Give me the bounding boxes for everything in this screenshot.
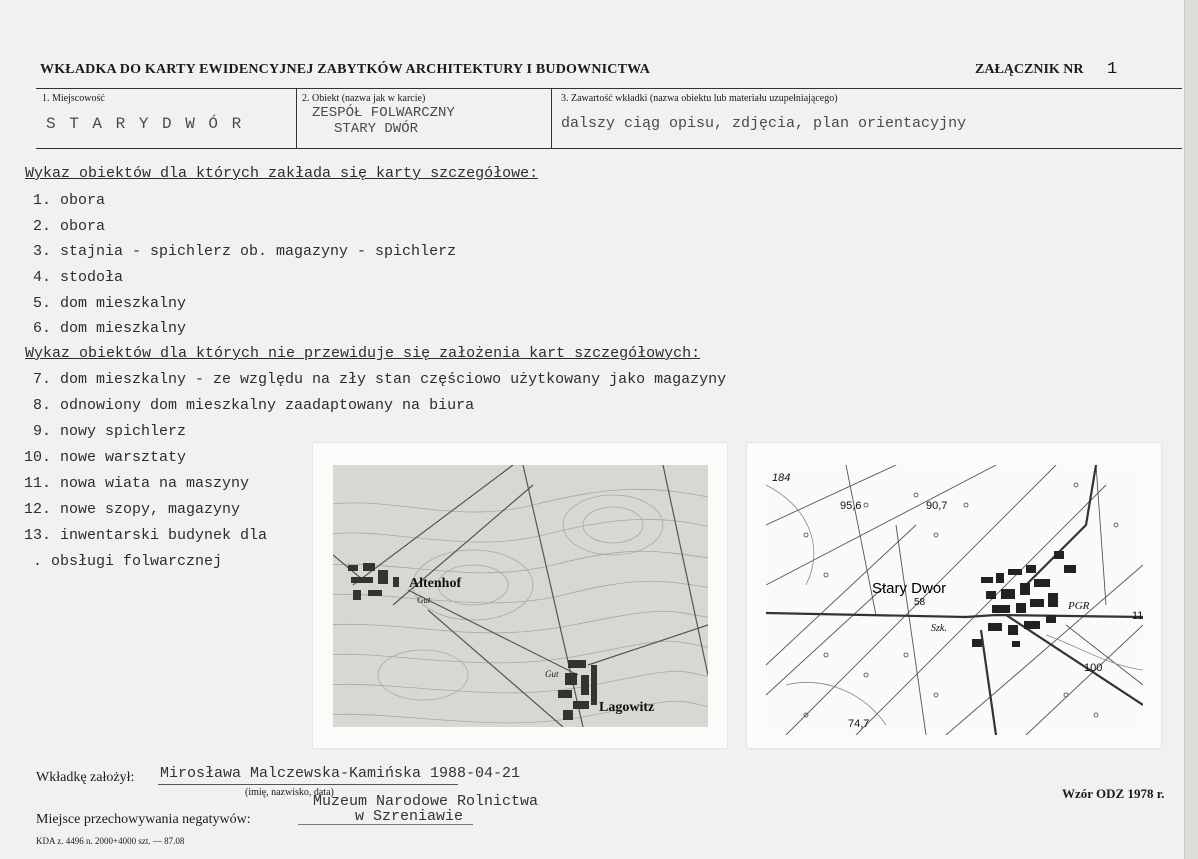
- founded-label: Wkładkę założył:: [36, 770, 135, 785]
- map-label-lagowitz: Lagowitz: [599, 700, 655, 715]
- list-item: 12. nowe szopy, magazyny: [24, 501, 241, 518]
- place-value: S T A R Y D W Ó R: [46, 115, 244, 133]
- list-item: 8. odnowiony dom mieszkalny zaadaptowany na biura: [33, 397, 475, 414]
- not-detailed-list-heading: Wykaz obiektów dla których nie przewiduje się założenia kart szczegółowych:: [25, 345, 701, 362]
- negatives-value-line2: w Szreniawie: [355, 808, 464, 825]
- map-label-stary-dwor: Stary Dwor: [872, 580, 947, 597]
- map-label-gut-1: Gut: [417, 595, 431, 605]
- list-item: 7. dom mieszkalny - ze względu na zły stan częściowo użytkowany jako magazyny: [33, 371, 727, 388]
- detailed-list-heading: Wykaz obiektów dla których zakłada się karty szczegółowe:: [25, 165, 539, 182]
- list-item: 10. nowe warsztaty: [24, 449, 187, 466]
- map-label-pgr: PGR: [1068, 600, 1090, 612]
- content-label: 3. Zawartość wkładki (nazwa obiektu lub materiału uzupełniającego): [561, 93, 838, 104]
- negatives-value-line1: Muzeum Narodowe Rolnictwa: [313, 793, 539, 810]
- map-label-100: 100: [1084, 662, 1103, 674]
- object-label: 2. Obiekt (nazwa jak w karcie): [302, 93, 426, 104]
- founded-value: Mirosława Malczewska-Kamińska 1988-04-21: [160, 765, 521, 782]
- map-label-907: 90,7: [926, 500, 948, 512]
- object-value-line2: STARY DWÓR: [334, 121, 419, 137]
- object-value-line1: ZESPÓŁ FOLWARCZNY: [312, 105, 455, 121]
- map-label-184: 184: [772, 472, 791, 484]
- new-map-photo: [747, 443, 1161, 748]
- form-title: WKŁADKA DO KARTY EWIDENCYJNEJ ZABYTKÓW ARCHITEKTURY I BUDOWNICTWA: [40, 62, 651, 77]
- old-map-photo: [313, 443, 727, 748]
- old-map-drawing: [333, 465, 708, 727]
- list-item: 2. obora: [33, 218, 106, 235]
- list-item: 1. obora: [33, 192, 106, 209]
- page-edge: [1184, 0, 1198, 859]
- list-item: 13. inwentarski budynek dla: [24, 527, 268, 544]
- form-reference: Wzór ODZ 1978 r.: [1062, 786, 1165, 801]
- field-divider-2: [551, 88, 552, 148]
- map-label-11: 11: [1132, 610, 1143, 622]
- list-item: 6. dom mieszkalny: [33, 320, 187, 337]
- founded-hint: (imię, nazwisko, data): [245, 787, 334, 798]
- place-label: 1. Miejscowość: [42, 93, 105, 104]
- new-map-image: [766, 465, 1143, 735]
- annex-label: ZAŁĄCZNIK NR: [975, 62, 1084, 77]
- old-map-image: [333, 465, 708, 727]
- map-label-szk: Szk.: [931, 623, 947, 634]
- map-label-gut-2: Gut: [545, 669, 559, 679]
- map-label-58: 58: [914, 597, 926, 608]
- field-divider-1: [296, 88, 297, 148]
- list-item: 3. stajnia - spichlerz ob. magazyny - spichlerz: [33, 243, 457, 260]
- map-label-altenhof: Altenhof: [409, 576, 462, 591]
- header-top-line: [36, 88, 1182, 89]
- map-label-747: 74,7: [848, 718, 870, 730]
- list-item: . obsługi folwarcznej: [33, 553, 223, 570]
- founded-underline: [158, 784, 458, 785]
- new-map-drawing: [766, 465, 1143, 735]
- negatives-label: Miejsce przechowywania negatywów:: [36, 812, 251, 827]
- list-item: 11. nowa wiata na maszyny: [24, 475, 250, 492]
- header-bottom-line: [36, 148, 1182, 149]
- annex-number: 1: [1107, 60, 1118, 79]
- list-item: 4. stodoła: [33, 269, 124, 286]
- list-item: 9. nowy spichlerz: [33, 423, 187, 440]
- map-label-956: 95,6: [840, 500, 862, 512]
- content-value: dalszy ciąg opisu, zdjęcia, plan orientacyjny: [561, 115, 967, 132]
- print-info: KDA z. 4496 n. 2000+4000 szt. — 87.08: [36, 836, 185, 846]
- list-item: 5. dom mieszkalny: [33, 295, 187, 312]
